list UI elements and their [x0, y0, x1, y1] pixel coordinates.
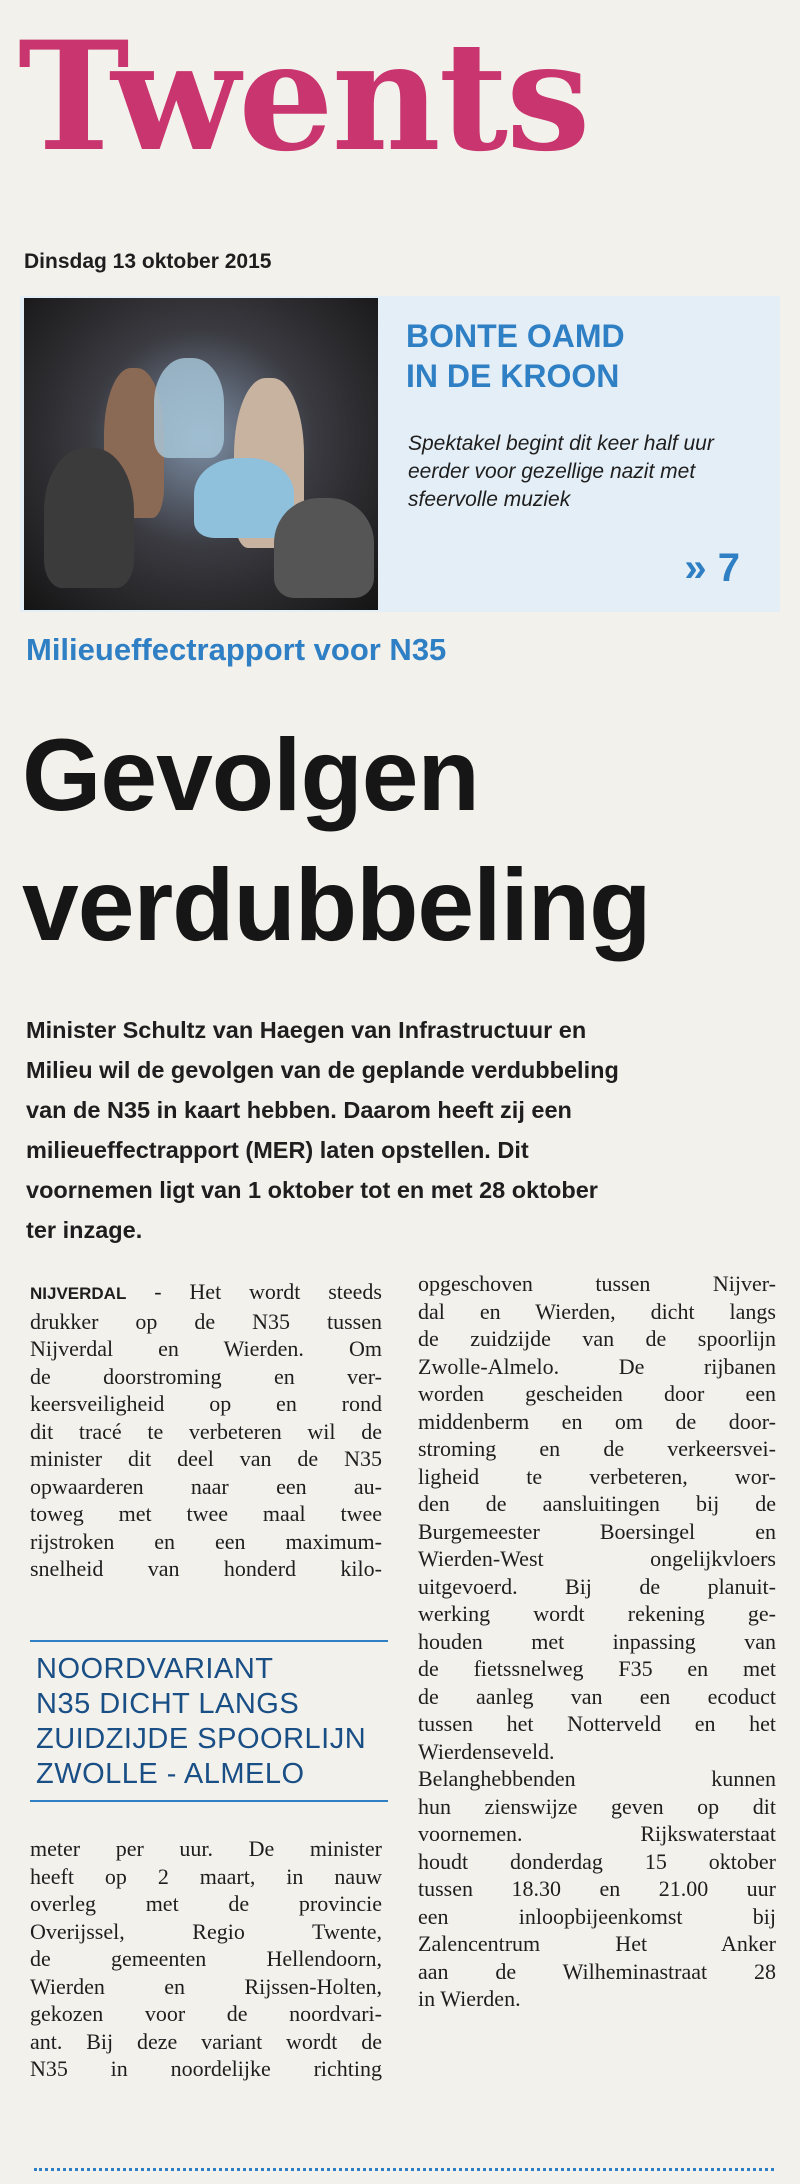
newspaper-masthead: Twents	[18, 9, 589, 185]
article-headline: Gevolgen verdubbeling	[22, 718, 651, 962]
pull-quote: NOORDVARIANT N35 DICHT LANGS ZUIDZIJDE SPOORLIJN ZWOLLE - ALMELO	[30, 1640, 388, 1802]
article-column-2: opgeschoven tussen Nijver- dal en Wierden, dicht langs de zuidzijde van de spoorlijn Zwolle-Almelo. De rijbanen worden gescheiden door een middenberm en om de door- stroming en de verkeersvei- ligheid te verbeteren, wor- den de aansluitingen bij de Burgemeester Boersingel en Wierden-West ongelijkvloers uitgevoerd. Bij de planuit- werking wordt rekening ge- houden met inpassing van de fietssnelweg F35 en met de aanleg van een ecoduct tussen het Notterveld en het Wierdenseveld. Belanghebbenden kunnen hun zienswijze geven op dit voornemen. Rijkswaterstaat houdt donderdag 15 oktober tussen 18.30 en 21.00 uur een inloopbijeenkomst bij Zalencentrum Het Anker aan de Wilheminastraat 28 in Wierden.	[418, 1271, 776, 2011]
teaser-photo	[24, 298, 378, 610]
article-column-1-continued: meter per uur. De minister heeft op 2 maart, in nauw overleg met de provincie Overijssel, Regio Twente, de gemeenten Hellendoorn, Wierden en Rijssen-Holten, gekozen voor de noordvari- ant. Bij deze variant wordt de N35 in noordelijke richting	[30, 1836, 382, 2081]
article-dateline: NIJVERDAL	[30, 1284, 127, 1303]
article-column-1: NIJVERDAL - Het wordt steeds drukker op de N35 tussen Nijverdal en Wierden. Om de doorstroming en ver- keersveiligheid op en rond dit tracé te verbeteren wil de minister dit deel van de N35 opwaarderen naar een au- toweg met twee maal twee rijstroken en een maximum- snelheid van honderd kilo-	[30, 1279, 382, 1581]
teaser-title: BONTE OAMD IN DE KROON	[406, 318, 625, 394]
section-divider	[34, 2168, 774, 2171]
article-kicker: Milieueffectrapport voor N35	[26, 632, 447, 667]
issue-date: Dinsdag 13 oktober 2015	[24, 250, 272, 273]
teaser-text: Spektakel begint dit keer half uur eerder voor gezellige nazit met sfeervolle muziek	[408, 432, 714, 511]
article-intro: Minister Schultz van Haegen van Infrastructuur en Milieu wil de gevolgen van de geplande verdubbeling van de N35 in kaart hebben. Daarom heeft zij een milieueffectrapport (MER) laten opstellen. Dit voornemen ligt van 1 oktober tot en met 28 oktober ter inzage.	[26, 1017, 619, 1243]
teaser-box[interactable]	[20, 296, 780, 612]
teaser-page-reference[interactable]: » 7	[684, 546, 740, 590]
